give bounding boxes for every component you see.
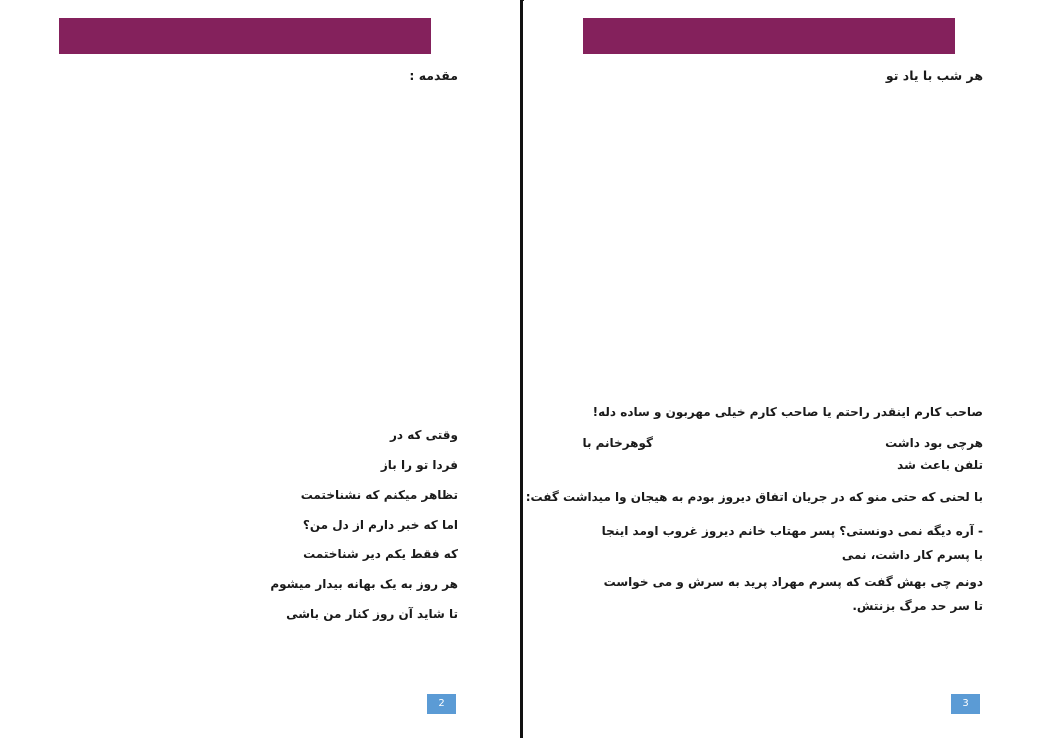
paragraph-2-part-1: هرچی بود داشت [885, 436, 983, 450]
poem-line-7: تا شاید آن روز کنار من باشی [286, 607, 458, 621]
page-divider [520, 0, 523, 738]
poem-line-6: هر روز به یک بهانه بیدار میشوم [270, 577, 458, 591]
page-number: 2 [427, 694, 456, 714]
poem-line-3: تظاهر میکنم که نشناختمت [300, 488, 458, 502]
paragraph-1: صاحب کارم اینقدر راحتم یا صاحب کارم خیلی مهربون و ساده دله! [592, 405, 983, 419]
paragraph-3: با لحنی که حتی منو که در جریان اتفاق دیروز بودم به هیجان وا میداشت گفت: [525, 490, 983, 504]
page-3 [524, 0, 1045, 738]
paragraph-5: دونم چی بهش گفت که پسرم مهراد پرید به سرش و می خواست تا سر حد مرگ بزنتش. [603, 575, 983, 613]
paragraph-4: - آره دیگه نمی دونستی؟ پسر مهتاب خانم دیروز غروب اومد اینجا با پسرم کار داشت، نمی [601, 524, 983, 562]
poem-line-5: که فقط یکم دیر شناختمت [303, 547, 458, 561]
page-2 [0, 0, 520, 738]
paragraph-2-line-2: تلفن باعث شد [897, 458, 983, 472]
poem-line-2: فردا تو را باز [380, 458, 458, 472]
header-bar [583, 18, 955, 54]
page-number: 3 [951, 694, 980, 714]
paragraph-2-part-2: گوهرخانم با [582, 436, 653, 450]
header-bar [59, 18, 431, 54]
poem-line-1: وقتی که در [389, 428, 458, 442]
page-heading: مقدمه : [409, 68, 458, 83]
poem-line-4: اما که خبر دارم از دل من؟ [302, 518, 458, 532]
page-heading: هر شب با یاد تو [885, 68, 983, 83]
